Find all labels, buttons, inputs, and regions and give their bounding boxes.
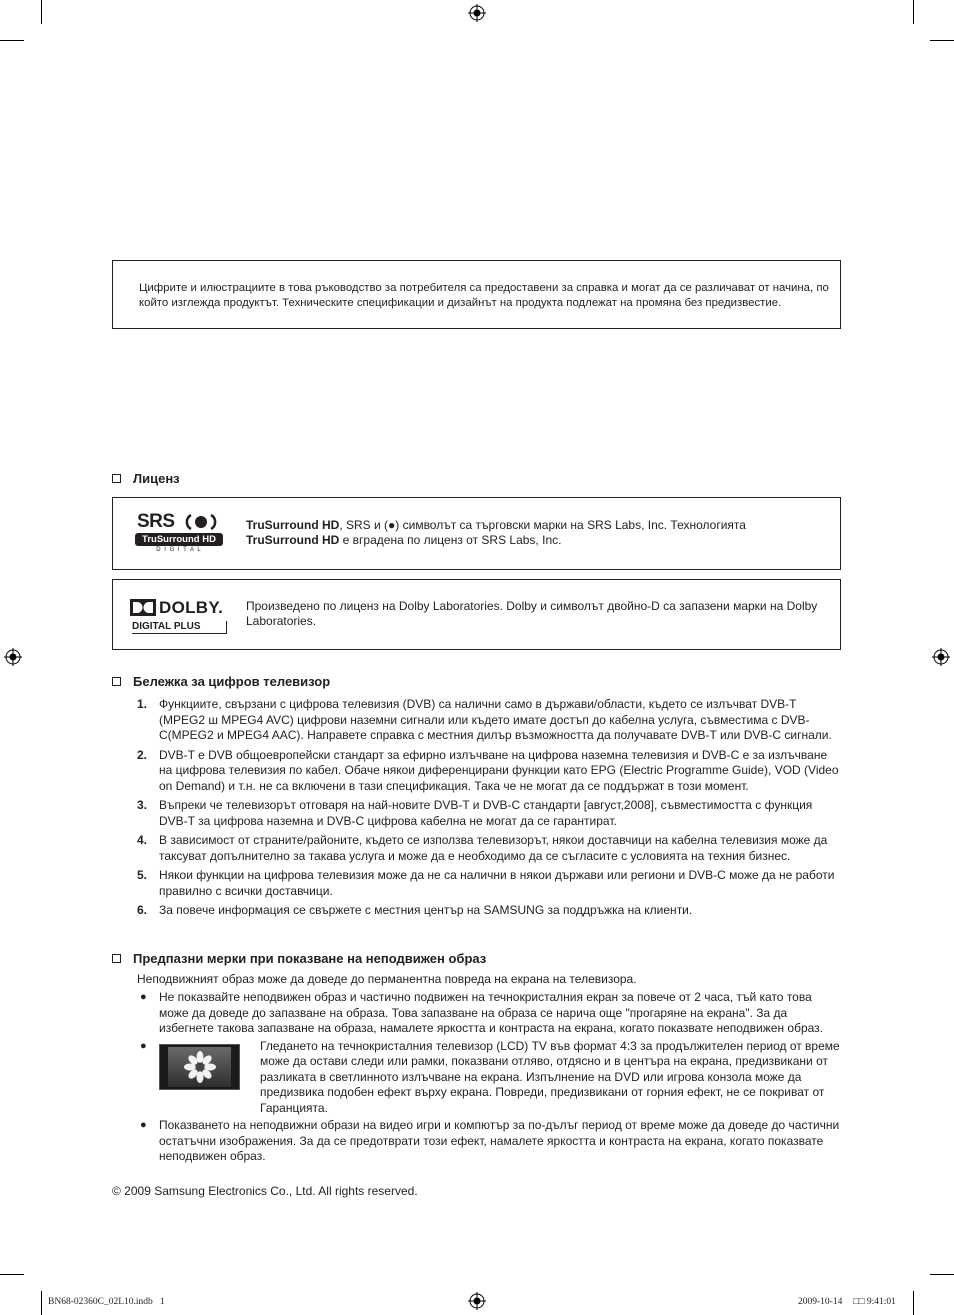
print-date: 2009-10-14 <box>798 1297 843 1307</box>
crop-mark <box>0 40 24 41</box>
list-item: 6. За повече информация се свържете с местния център на SAMSUNG за поддръжка на клиенти. <box>137 903 693 917</box>
still-image-intro: Неподвижният образ може да доведе до перманентна повреда на екрана на телевизора. <box>137 972 637 986</box>
crop-mark <box>41 1291 42 1315</box>
dolby-license-box <box>112 579 841 650</box>
checkbox-square-icon <box>112 677 121 686</box>
digital-tv-list <box>137 697 842 923</box>
crop-mark <box>913 1291 914 1315</box>
crop-mark <box>913 0 914 24</box>
disclaimer-text: Цифрите и илюстрациите в това ръководство за потребителя са предоставени за справка и могат да се различават от начина, по който изглежда продуктът. Техническите спецификации и дизайнът на продукта подлежат на промяна без предизвестие. <box>139 282 829 309</box>
print-file-label: BN68-02360C_02L10.indb 1 <box>48 1297 165 1307</box>
list-item: 5. Някои функции на цифрова телевизия може да не са налични в някои държави или региони и DVB-C може да не работи правилно с всички доставчици. <box>137 868 835 898</box>
list-item: ● Гледането на течнокристалния телевизор (LCD) TV във формат 4:3 за продължителен период от време може да остави следи или рамки, показвани отляво, отдясно и в центъра на екрана, предизвикани от разликата в светлинното излъчване на екрана. Изпълнение на DVD или игрова конзола може да предизвика подобен ефект върху екрана. Повреди, предизвикани от горния ефект, не се покриват от Гаранцията. <box>140 1038 840 1115</box>
dolby-double-d-icon <box>130 599 156 616</box>
dolby-logo: DOLBY. DIGITAL PLUS <box>130 597 230 633</box>
license-heading: Лиценз <box>112 471 180 486</box>
list-item: 1. Функциите, свързани с цифрова телевизия (DVB) са налични само в държави/области, където се излъчват DVB-T (MPEG2 ш MPEG4 AVC) цифрови наземни сигнали или където имате достъп до кабелна услуга, съвместима с DVB-C(MPEG2 и MPEG4 AAC). Направете справка с местния дилър възможността да получавате DVB-T или DVB-C сигнали. <box>137 697 832 742</box>
registration-mark-icon <box>468 1292 486 1310</box>
crop-mark <box>0 1274 24 1275</box>
still-image-heading: Предпазни мерки при показване на неподвижен образ <box>112 951 486 966</box>
list-item: 3. Въпреки че телевизорът отговаря на най-новите DVB-T и DVB-C стандарти [август,2008], съвместимостта с функция DVB-T за цифрова наземна и DVB-C цифрова кабелна не могат да се гарантират. <box>137 798 813 828</box>
print-time: □□ 9:41:01 <box>853 1297 896 1307</box>
registration-mark-icon <box>468 4 486 22</box>
srs-symbol-icon <box>183 513 219 531</box>
tv-illustration <box>159 1044 240 1090</box>
copyright-text: © 2009 Samsung Electronics Co., Ltd. All rights reserved. <box>112 1184 418 1198</box>
list-item: 4. В зависимост от страните/районите, където се използва телевизорът, някои доставчици на кабелна телевизия може да таксуват допълнително за такава услуга и може да е необходимо да се съгласите с условията на техния бизнес. <box>137 833 828 863</box>
flower-image-icon <box>182 1051 218 1085</box>
registration-mark-icon <box>4 648 22 666</box>
still-image-list <box>137 990 842 1165</box>
checkbox-square-icon <box>112 954 121 963</box>
srs-license-box <box>112 497 841 570</box>
dolby-license-text: Произведено по лиценз на Dolby Laboratories. Dolby и символът двойно-D са запазени марки на Dolby Laboratories. <box>246 599 818 628</box>
registration-mark-icon <box>932 648 950 666</box>
disclaimer-box <box>112 260 841 329</box>
list-item: ● Показването на неподвижни образи на видео игри и компютър за по-дълъг период от време може да доведе до частични остатъчни изображения. За да се предотврати този ефект, намалете яркостта и контраста на екрана, когато показвате неподвижен образ. <box>140 1118 840 1163</box>
list-item: ● Не показвайте неподвижен образ и частично подвижен на течнокристалния екран за повече от 2 часа, тъй като това може да доведе до запазване на образа. Това запазване на образа се нарича още "прогаряне на екрана". За да избегнете такова запазване на образа, намалете яркостта и контраста на екрана, когато показвате неподвижен образ. <box>140 990 823 1035</box>
checkbox-square-icon <box>112 474 121 483</box>
srs-logo: SRS TruSurround HD D I G I T A L <box>135 512 225 554</box>
crop-mark <box>930 1274 954 1275</box>
list-item: 2. DVB-T е DVB общоевропейски стандарт за ефирно излъчване на цифрова наземна телевизия и DVB-C е за излъчване на цифрова телевизия по кабел. Обаче някои диференцирани функции като EPG (Electric Programme Guide), VOD (Video on Demand) и т.н. не са включени в тази спецификация. Така че не могат да се поддържат в този момент. <box>137 747 839 793</box>
crop-mark <box>41 0 42 24</box>
srs-license-text: TruSurround HD, SRS и (●) символът са търговски марки на SRS Labs, Inc. Технологията TruSurround HD е вградена по лиценз от SRS Labs, Inc. <box>246 518 746 547</box>
crop-mark <box>930 40 954 41</box>
digital-tv-heading: Бележка за цифров телевизор <box>112 674 330 689</box>
